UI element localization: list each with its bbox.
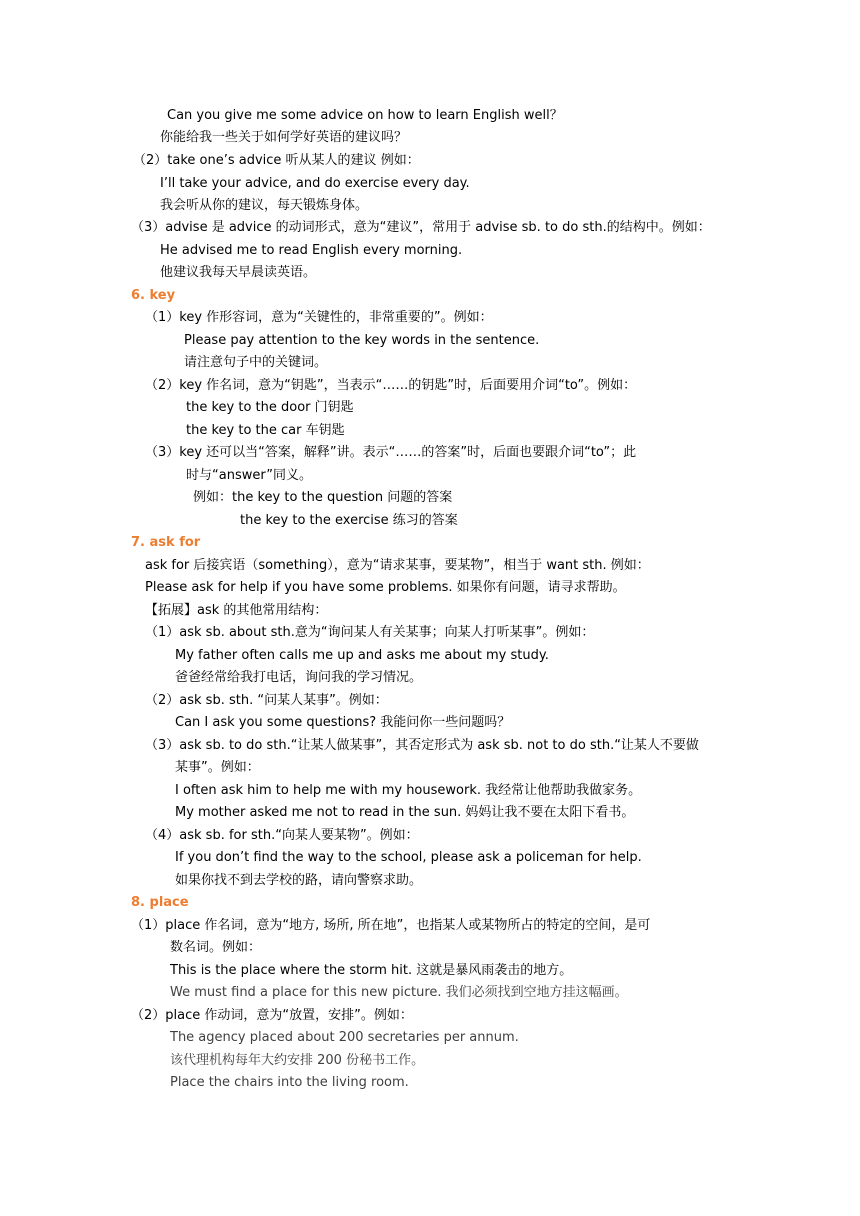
text-line: My father often calls me up and asks me about my study. xyxy=(175,648,549,663)
text-line: （1）key 作形容词，意为“关键性的，非常重要的”。例如： xyxy=(145,310,493,325)
text-line: 该代理机构每年大约安排 200 份秘书工作。 xyxy=(170,1053,425,1068)
text-line: I often ask him to help me with my housework. 我经常让他帮助我做家务。 xyxy=(175,783,642,798)
text-line: （2）ask sb. sth. “问某人某事”。例如： xyxy=(145,693,388,708)
text-line: My mother asked me not to read in the sun. 妈妈让我不要在太阳下看书。 xyxy=(175,805,635,820)
text-line: （2）take one’s advice 听从某人的建议 例如： xyxy=(133,153,420,168)
text-line: 请注意句子中的关键词。 xyxy=(184,355,328,370)
text-line: 你能给我一些关于如何学好英语的建议吗？ xyxy=(160,130,408,145)
text-line: Place the chairs into the living room. xyxy=(170,1075,409,1090)
text-line: This is the place where the storm hit. 这就是暴风雨袭击的地方。 xyxy=(170,963,573,978)
text-line: If you don’t find the way to the school, please ask a policeman for help. xyxy=(175,850,642,865)
text-line: I’ll take your advice, and do exercise every day. xyxy=(160,176,470,191)
section-heading: 7. ask for xyxy=(131,535,201,550)
text-line: （2）place 作动词，意为“放置，安排”。例如： xyxy=(131,1008,413,1023)
text-line: the key to the exercise 练习的答案 xyxy=(240,513,458,528)
text-line: （4）ask sb. for sth.“向某人要某物”。例如： xyxy=(145,828,419,843)
text-line: ask for 后接宾语（something），意为“请求某事，要某物”，相当于 want sth. 例如： xyxy=(145,558,650,573)
text-line: 爸爸经常给我打电话，询问我的学习情况。 xyxy=(175,670,423,685)
text-line: 例如：the key to the question 问题的答案 xyxy=(193,490,453,505)
text-line: （3）advise 是 advice 的动词形式，意为“建议”，常用于 advise sb. to do sth.的结构中。例如： xyxy=(131,220,711,235)
section-heading: 6. key xyxy=(131,288,176,303)
text-line: the key to the door 门钥匙 xyxy=(186,400,354,415)
text-line: 我会听从你的建议，每天锻炼身体。 xyxy=(160,198,369,213)
text-line: 时与“answer”同义。 xyxy=(186,468,312,483)
text-line: Please pay attention to the key words in the sentence. xyxy=(184,333,540,348)
text-line: 数名词。例如： xyxy=(170,940,262,955)
text-line: 如果你找不到去学校的路，请向警察求助。 xyxy=(175,873,423,888)
text-line: 他建议我每天早晨读英语。 xyxy=(160,265,317,280)
text-line: 某事”。例如： xyxy=(175,760,260,775)
text-line: Can I ask you some questions? 我能问你一些问题吗？ xyxy=(175,715,511,730)
text-line: the key to the car 车钥匙 xyxy=(186,423,345,438)
section-heading: 8. place xyxy=(131,895,189,910)
text-line: He advised me to read English every morning. xyxy=(160,243,463,258)
text-line: 【拓展】ask 的其他常用结构： xyxy=(145,603,328,618)
text-line: The agency placed about 200 secretaries per annum. xyxy=(170,1030,519,1045)
text-line: （1）ask sb. about sth.意为“询问某人有关某事；向某人打听某事”。例如： xyxy=(145,625,595,640)
text-line: （2）key 作名词，意为“钥匙”，当表示“……的钥匙”时，后面要用介词“to”。例如： xyxy=(145,378,637,393)
text-line: We must find a place for this new picture. 我们必须找到空地方挂这幅画。 xyxy=(170,985,628,1000)
text-line: （3）ask sb. to do sth.“让某人做某事”，其否定形式为 ask sb. not to do sth.“让某人不要做 xyxy=(145,738,699,753)
text-line: Please ask for help if you have some problems. 如果你有问题，请寻求帮助。 xyxy=(145,580,626,595)
text-line: （3）key 还可以当“答案，解释”讲。表示“……的答案”时，后面也要跟介词“to”；此 xyxy=(145,445,637,460)
text-line: Can you give me some advice on how to learn English well？ xyxy=(167,108,563,123)
text-line: （1）place 作名词，意为“地方, 场所, 所在地”，也指某人或某物所占的特定的空间，是可 xyxy=(131,918,651,933)
